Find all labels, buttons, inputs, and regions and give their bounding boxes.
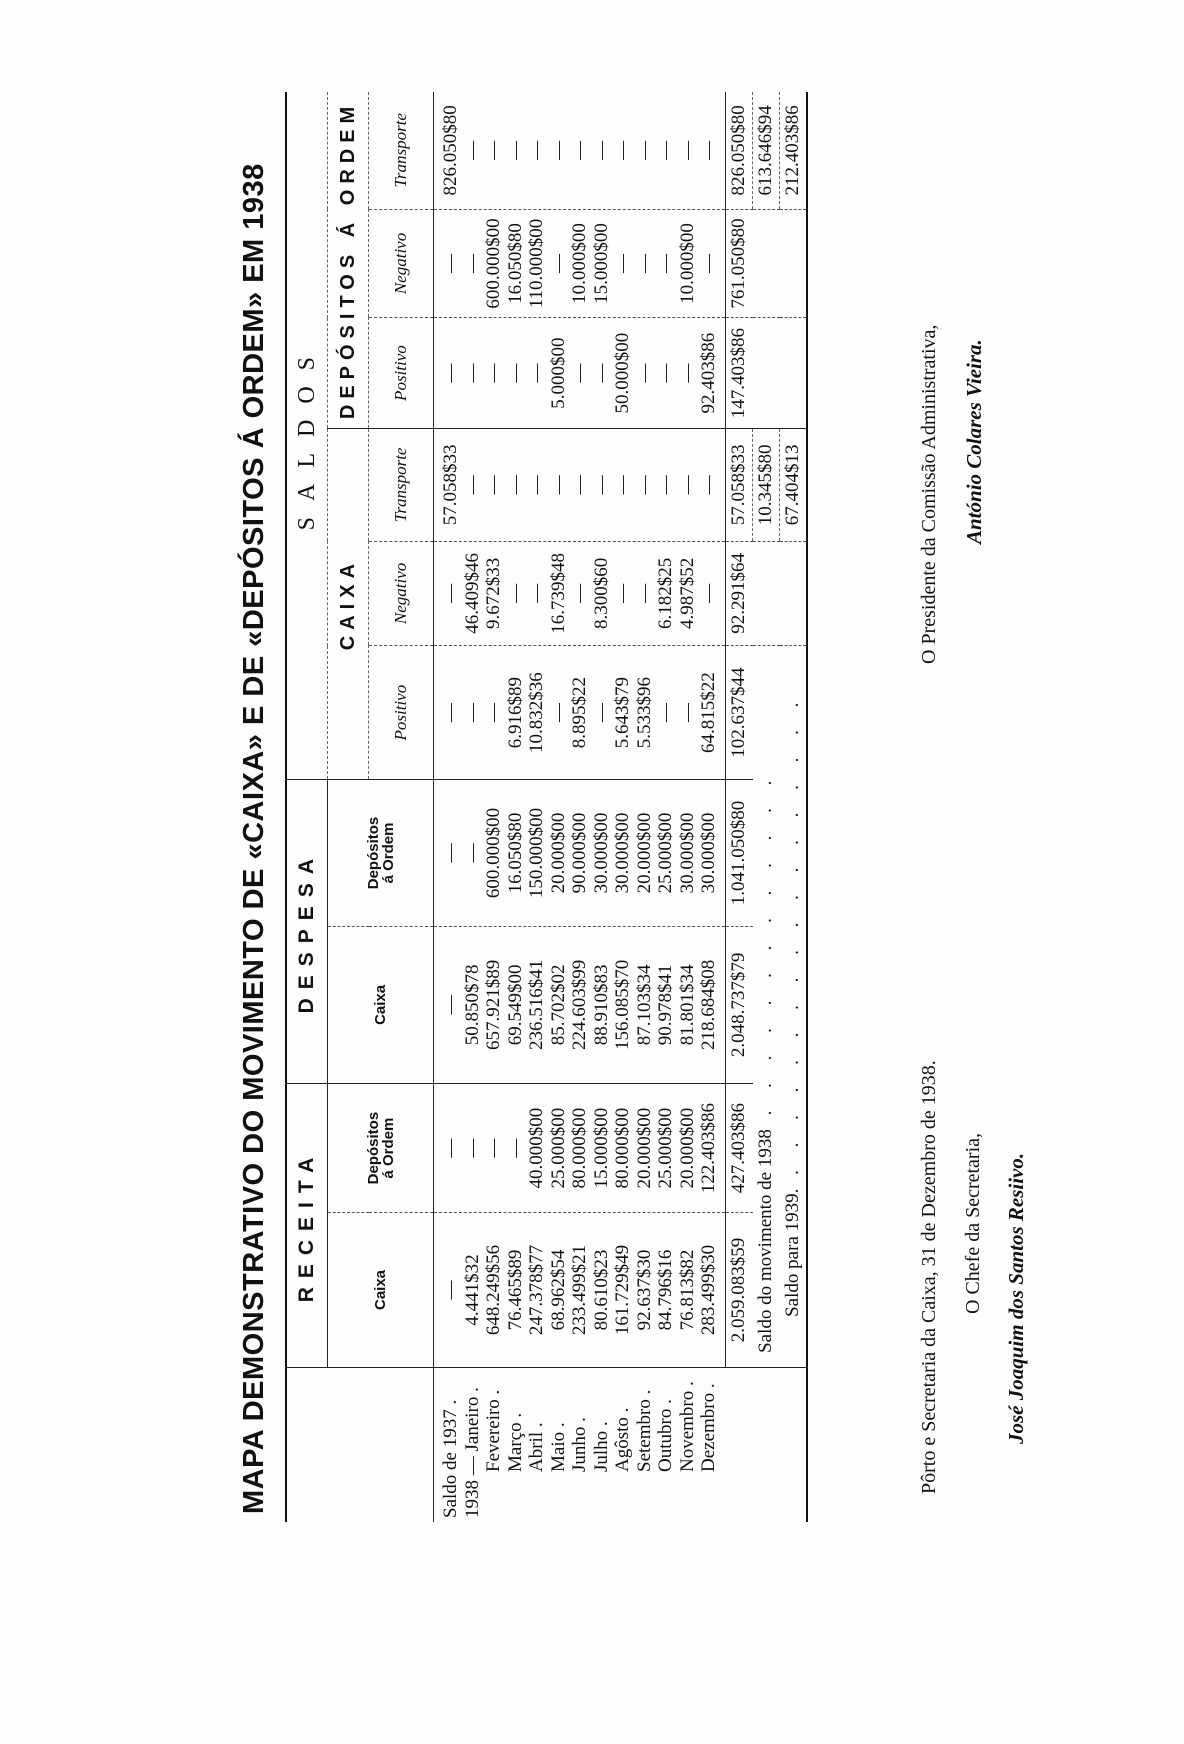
cell-rec_dep: — <box>461 1138 483 1158</box>
cell-cx_trans: — <box>547 475 569 495</box>
cell-dp_pos: 50.000$00 <box>612 332 633 414</box>
cell-rec_caixa: 161.729$49 <box>612 1244 633 1336</box>
cell-cx_neg: — <box>440 583 461 603</box>
cell-dp_trans: — <box>655 140 676 160</box>
cell-des_caixa: 50.850$78 <box>461 964 483 1046</box>
cell-dp_pos: 92.403$86 <box>698 332 719 414</box>
cell-dp_neg: — <box>698 253 719 273</box>
receita-header: RECEITA <box>286 1084 328 1368</box>
cell-cx_neg: — <box>698 583 719 603</box>
cell-cx_neg: 8.300$60 <box>590 557 612 630</box>
cell-dp_trans: — <box>526 140 547 160</box>
total-rec-caixa: 2.059.083$59 <box>726 1213 753 1368</box>
cell-dp_neg: 16.050$80 <box>504 223 526 304</box>
cell-dp_neg: 15.000$00 <box>590 223 612 304</box>
cell-dp_trans: — <box>698 140 719 160</box>
despesa-caixa-header: Caixa <box>328 926 434 1083</box>
cell-des_caixa: — <box>440 995 461 1015</box>
col-rec-caixa <box>434 1213 726 1368</box>
saldo-1939-label: Saldo para 1939. . . . . . . . . . . . . . . . . . . <box>780 646 808 1368</box>
cell-cx_trans: — <box>698 475 719 495</box>
cell-des_dep: 30.000$00 <box>676 812 698 894</box>
cx-transporte-header: Transporte <box>369 428 434 541</box>
footer-chefe-signature: José Joaquim dos Santos Resiivo. <box>1004 1152 1028 1444</box>
col-dp-trans <box>434 92 726 209</box>
cell-dp_pos: 5.000$00 <box>547 337 569 409</box>
cell-des_dep: 25.000$00 <box>655 812 676 894</box>
cell-dp_neg: — <box>461 253 483 273</box>
col-cx-neg <box>434 541 726 645</box>
cell-cx_neg: 46.409$46 <box>461 553 483 634</box>
cell-des_dep: 30.000$00 <box>612 812 633 894</box>
cell-rec_caixa: 80.610$23 <box>590 1249 612 1331</box>
cell-cx_trans: — <box>569 475 590 495</box>
cell-cx_trans: — <box>461 475 483 495</box>
cell-dp_trans: — <box>590 140 612 160</box>
cell-cx_neg: 9.672$33 <box>483 557 504 630</box>
saldo-movimento-depositos: 613.646$94 <box>753 92 780 209</box>
cell-des_caixa: 81.801$34 <box>676 964 698 1046</box>
cell-rec_caixa: 76.813$82 <box>676 1249 698 1331</box>
cell-rec_dep: 122.403$86 <box>698 1102 719 1194</box>
saldo-movimento-caixa: 10.345$80 <box>753 428 780 541</box>
cell-des_caixa: 156.085$70 <box>612 959 633 1051</box>
col-cx-trans <box>434 428 726 541</box>
saldos-caixa-header: CAIXA <box>328 428 369 779</box>
cell-cx_trans: — <box>655 475 676 495</box>
document-title: MAPA DEMONSTRATIVO DO MOVIMENTO DE «CAIXA» E DE «DEPÓSITOS Á ORDEM» EM 1938 <box>238 163 270 1514</box>
cell-rec_caixa: 84.796$16 <box>655 1249 676 1331</box>
cell-dp_neg: 10.000$00 <box>569 223 590 304</box>
cell-rec_dep: 80.000$00 <box>569 1107 590 1189</box>
cell-dp_pos: — <box>676 363 698 383</box>
cell-cx_pos: 8.895$22 <box>569 677 590 749</box>
data-row-block <box>434 92 726 1522</box>
despesa-header: DESPESA <box>286 780 328 1084</box>
cell-cx_pos: — <box>483 703 504 723</box>
dp-negativo-header: Negativo <box>369 209 434 318</box>
cell-cx_pos: — <box>676 703 698 723</box>
cell-cx_neg: — <box>569 583 590 603</box>
movement-table <box>285 92 808 1522</box>
cell-rec_caixa: 283.499$30 <box>698 1244 719 1336</box>
cell-des_dep: 150.000$00 <box>526 807 547 899</box>
cell-dp_neg: — <box>440 253 461 273</box>
total-dp-pos: 147.403$86 <box>726 318 753 429</box>
cell-cx_pos: — <box>440 703 461 723</box>
cell-dp_pos: — <box>590 363 612 383</box>
despesa-depositos-header: Depósitos á Ordem <box>328 780 434 926</box>
cell-cx_trans: — <box>504 475 526 495</box>
cell-cx_pos: 5.533$96 <box>633 677 655 749</box>
cell-des_dep: 30.000$00 <box>590 812 612 894</box>
cell-cx_pos: — <box>547 703 569 723</box>
row-label: Novembro . <box>676 1381 698 1472</box>
cell-des_dep: 90.000$00 <box>569 812 590 894</box>
cell-dp_neg: 600.000$00 <box>483 218 504 309</box>
cell-rec_dep: 40.000$00 <box>526 1107 547 1189</box>
cell-dp_trans: — <box>483 140 504 160</box>
total-cx-neg: 92.291$64 <box>726 541 753 645</box>
row-label: Maio . <box>547 1422 569 1472</box>
cell-dp_trans: — <box>504 140 526 160</box>
cell-rec_dep: 25.000$00 <box>547 1107 569 1189</box>
cell-dp_neg: 110.000$00 <box>526 218 547 309</box>
cell-cx_pos: 64.815$22 <box>698 672 719 754</box>
totals-row <box>726 92 753 1522</box>
cell-dp_pos: — <box>655 363 676 383</box>
row-label: Julho . <box>590 1421 612 1472</box>
cell-dp_pos: — <box>483 363 504 383</box>
col-cx-pos <box>434 646 726 780</box>
cell-des_caixa: 88.910$83 <box>590 964 612 1046</box>
cell-rec_caixa: 92.637$30 <box>633 1249 655 1331</box>
cell-dp_trans: — <box>676 140 698 160</box>
cell-cx_pos: 10.832$36 <box>526 672 547 754</box>
cell-rec_dep: — <box>483 1138 504 1158</box>
cell-rec_dep: 20.000$00 <box>633 1107 655 1189</box>
dp-transporte-header: Transporte <box>369 92 434 209</box>
cell-des_caixa: 90.978$41 <box>655 964 676 1046</box>
cell-cx_trans: — <box>633 475 655 495</box>
cell-dp_trans: — <box>633 140 655 160</box>
cell-rec_dep: 80.000$00 <box>612 1107 633 1189</box>
cx-positivo-header: Positivo <box>369 646 434 780</box>
total-cx-trans: 57.058$33 <box>726 428 753 541</box>
cell-cx_trans: — <box>612 475 633 495</box>
cell-dp_pos: — <box>633 363 655 383</box>
cell-cx_trans: 57.058$33 <box>440 444 461 526</box>
totals-label <box>726 1367 753 1522</box>
total-dp-neg: 761.050$80 <box>726 209 753 318</box>
cell-cx_neg: — <box>526 583 547 603</box>
cell-cx_trans: — <box>526 475 547 495</box>
cell-dp_trans: — <box>612 140 633 160</box>
cell-rec_caixa: 648.249$56 <box>483 1244 504 1336</box>
cell-des_dep: 30.000$00 <box>698 812 719 894</box>
cx-negativo-header: Negativo <box>369 541 434 645</box>
cell-dp_pos: — <box>461 363 483 383</box>
saldos-header: SALDOS <box>286 92 328 780</box>
col-dp-pos <box>434 318 726 429</box>
col-dp-neg <box>434 209 726 318</box>
cell-cx_neg: 6.182$25 <box>655 557 676 630</box>
row-label: Junho . <box>569 1417 590 1472</box>
footer-presidente-signature: António Colares Vieira. <box>962 339 986 544</box>
cell-des_dep: 16.050$80 <box>504 812 526 894</box>
saldo-movimento-label: Saldo do movimento de 1938 . . . . . . . . . . . . . <box>753 646 780 1368</box>
cell-dp_trans: — <box>547 140 569 160</box>
cell-des_caixa: 657.921$89 <box>483 959 504 1051</box>
total-des-dep: 1.041.050$80 <box>726 780 753 926</box>
footer-presidente-title: O Presidente da Comissão Administrativa, <box>918 324 940 664</box>
total-rec-dep: 427.403$86 <box>726 1084 753 1213</box>
total-des-caixa: 2.048.737$79 <box>726 926 753 1083</box>
cell-dp_pos: — <box>569 363 590 383</box>
row-label: Março . <box>504 1412 526 1472</box>
cell-des_caixa: 218.684$08 <box>698 959 719 1051</box>
col-des-caixa <box>434 926 726 1083</box>
cell-dp_neg: — <box>655 253 676 273</box>
row-label: Abril . <box>526 1422 547 1472</box>
footer-place-date: Pôrto e Secretaria da Caixa, 31 de Dezembro de 1938. <box>918 1060 940 1494</box>
cell-rec_dep: — <box>504 1138 526 1158</box>
total-dp-trans: 826.050$80 <box>726 92 753 209</box>
cell-des_dep: — <box>461 843 483 863</box>
cell-cx_neg: — <box>504 583 526 603</box>
cell-dp_pos: — <box>440 363 461 383</box>
cell-rec_caixa: 4.441$32 <box>461 1254 483 1326</box>
cell-rec_dep: 15.000$00 <box>590 1107 612 1189</box>
row-labels <box>434 1367 726 1522</box>
cell-des_dep: 20.000$00 <box>547 812 569 894</box>
saldo-1939-row <box>780 92 808 1522</box>
cell-dp_pos: — <box>526 363 547 383</box>
saldo-movimento-row <box>753 92 780 1522</box>
cell-des_caixa: 85.702$02 <box>547 964 569 1046</box>
cell-rec_caixa: 233.499$21 <box>569 1244 590 1336</box>
row-label: Setembro . <box>633 1389 655 1472</box>
row-label: 1938 — Janeiro . <box>461 1387 483 1518</box>
cell-cx_neg: 16.739$48 <box>547 553 569 634</box>
cell-des_caixa: 69.549$00 <box>504 964 526 1046</box>
cell-rec_dep: 20.000$00 <box>676 1107 698 1189</box>
row-label: Agôsto . <box>612 1407 633 1472</box>
cell-rec_dep: 25.000$00 <box>655 1107 676 1189</box>
receita-caixa-header: Caixa <box>328 1213 434 1368</box>
cell-cx_pos: — <box>461 703 483 723</box>
row-label: Dezembro . <box>698 1383 719 1472</box>
cell-cx_pos: 6.916$89 <box>504 677 526 749</box>
footer-chefe-title: O Chefe da Secretaria, <box>962 1132 984 1314</box>
cell-cx_neg: 4.987$52 <box>676 557 698 630</box>
cell-cx_neg: — <box>633 583 655 603</box>
row-label: Saldo de 1937 . <box>440 1399 461 1518</box>
cell-dp_neg: — <box>612 253 633 273</box>
col-rec-dep <box>434 1084 726 1213</box>
cell-des_dep: 600.000$00 <box>483 807 504 899</box>
cell-rec_caixa: — <box>440 1280 461 1300</box>
cell-cx_neg: — <box>612 583 633 603</box>
cell-cx_trans: — <box>676 475 698 495</box>
dp-positivo-header: Positivo <box>369 318 434 429</box>
saldo-1939-caixa: 67.404$13 <box>780 428 808 541</box>
cell-cx_trans: — <box>483 475 504 495</box>
total-cx-pos: 102.637$44 <box>726 646 753 780</box>
cell-rec_caixa: 68.962$54 <box>547 1249 569 1331</box>
cell-dp_neg: 10.000$00 <box>676 223 698 304</box>
cell-cx_trans: — <box>590 475 612 495</box>
saldo-1939-depositos: 212.403$86 <box>780 92 808 209</box>
cell-dp_neg: — <box>547 253 569 273</box>
cell-des_caixa: 224.603$99 <box>569 959 590 1051</box>
label-header-cell <box>286 1367 434 1522</box>
col-des-dep <box>434 780 726 926</box>
cell-dp_pos: — <box>504 363 526 383</box>
cell-dp_trans: 826.050$80 <box>440 105 461 196</box>
cell-rec_caixa: 76.465$89 <box>504 1249 526 1331</box>
cell-des_dep: 20.000$00 <box>633 812 655 894</box>
cell-cx_pos: — <box>590 703 612 723</box>
cell-rec_dep: — <box>440 1138 461 1158</box>
cell-rec_caixa: 247.378$77 <box>526 1244 547 1336</box>
receita-depositos-header: Depósitos á Ordem <box>328 1084 434 1213</box>
row-label: Fevereiro . <box>483 1389 504 1472</box>
cell-des_caixa: 236.516$41 <box>526 959 547 1051</box>
cell-dp_trans: — <box>569 140 590 160</box>
cell-cx_pos: — <box>655 703 676 723</box>
cell-cx_pos: 5.643$79 <box>612 677 633 749</box>
cell-des_dep: — <box>440 843 461 863</box>
row-label: Outubro . <box>655 1399 676 1472</box>
cell-des_caixa: 87.103$34 <box>633 964 655 1046</box>
saldos-depositos-header: DEPÓSITOS Á ORDEM <box>328 92 369 428</box>
cell-dp_trans: — <box>461 140 483 160</box>
cell-dp_neg: — <box>633 253 655 273</box>
